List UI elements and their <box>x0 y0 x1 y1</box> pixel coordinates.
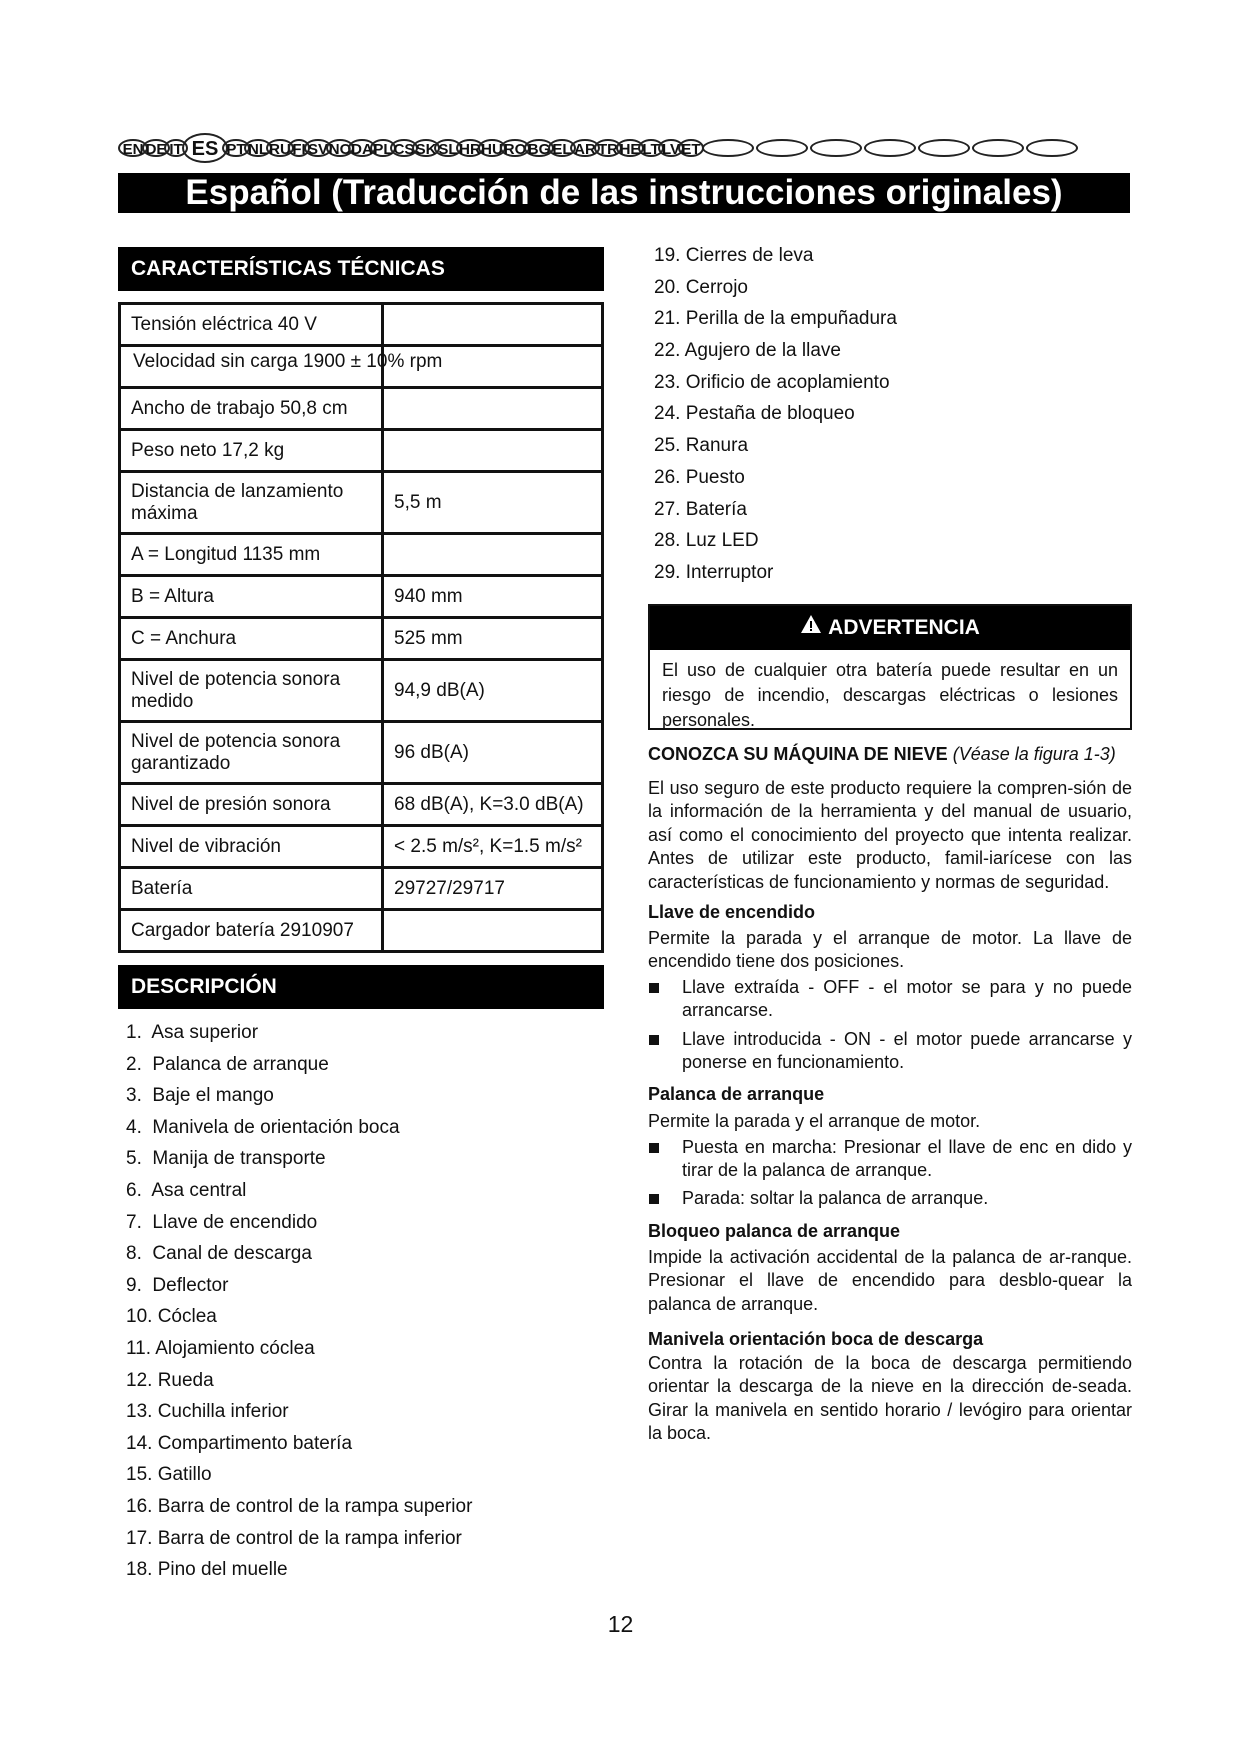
lever-bullets <box>648 1136 1132 1211</box>
spec-row <box>120 388 603 430</box>
language-tab-et: ET <box>678 139 704 157</box>
list-item: 13. Cuchilla inferior <box>126 1401 289 1423</box>
section-title-text: CONOZCA SU MÁQUINA DE NIEVE <box>648 744 948 764</box>
list-item: 27. Batería <box>654 498 747 520</box>
language-tab-nl: NL <box>244 139 272 157</box>
language-tab-es: ES <box>182 133 228 163</box>
list-item: 22. Agujero de la llave <box>654 340 841 362</box>
list-item: 5. Manija de transporte <box>126 1148 326 1170</box>
spec-row <box>120 430 603 472</box>
page-number: 12 <box>607 1611 634 1637</box>
spec-value <box>383 910 603 952</box>
description-list-continued <box>654 240 1124 589</box>
list-item: 26. Puesto <box>654 466 745 488</box>
spec-row <box>120 618 603 660</box>
warning-box <box>648 604 1132 730</box>
language-tab-fi: FI <box>288 139 310 157</box>
list-item: 21. Perilla de la empuñadura <box>654 308 897 330</box>
spec-row <box>120 722 603 784</box>
bullet-square-icon <box>649 1143 659 1153</box>
spec-label: Nivel de vibración <box>120 826 383 868</box>
key-text: Permite la parada y el arranque de motor. La llave de encendido tiene dos posiciones. <box>648 927 1132 971</box>
spec-label: Ancho de trabajo 50,8 cm <box>120 388 383 430</box>
spec-value: 68 dB(A), K=3.0 dB(A) <box>383 784 603 826</box>
language-tab-ro: RO <box>500 139 530 157</box>
lock-heading: Bloqueo palanca de arranque <box>648 1221 901 1241</box>
bullet-text: Puesta en marcha: Presionar el llave de enc en dido y tirar de la palanca de arranque. <box>682 1136 1132 1180</box>
lock-text: Impide la activación accidental de la palanca de ar-ranque. Presionar el llave de encendido para desblo-quear la palanca de arranque. <box>648 1246 1132 1314</box>
list-item: 9. Deflector <box>126 1274 229 1296</box>
language-tabs <box>118 133 1130 163</box>
list-item: 6. Asa central <box>126 1179 247 1201</box>
language-tab-he: HE <box>616 139 644 157</box>
list-item <box>648 1187 1132 1211</box>
spec-value <box>383 534 603 576</box>
language-tab-ar: AR <box>570 139 600 157</box>
list-item: 14. Compartimento batería <box>126 1432 353 1454</box>
spec-value: 96 dB(A) <box>383 722 603 784</box>
list-item: 25. Ranura <box>654 435 749 457</box>
spec-label: Nivel de presión sonora <box>120 784 383 826</box>
spec-row <box>120 660 603 722</box>
spec-row <box>120 826 603 868</box>
spec-label: Nivel de potencia sonora medido <box>120 660 383 722</box>
language-tab-it: IT <box>164 139 188 157</box>
page-title: Español (Traducción de las instrucciones originales) <box>118 173 1130 213</box>
spec-label: B = Altura <box>120 576 383 618</box>
list-item: 16. Barra de control de la rampa superior <box>126 1495 473 1517</box>
list-item <box>648 1028 1132 1075</box>
intro-paragraph: El uso seguro de este producto requiere la compren-sión de la información de la herramienta y del manual de usuario, así como el conocimiento del proyecto que intenta realizar. Antes de utilizar este producto, famil-iarícese con las características de funcionamiento y normas de seguridad. <box>648 777 1132 892</box>
spec-label: Distancia de lanzamiento máxima <box>120 472 383 534</box>
spec-value: 940 mm <box>383 576 603 618</box>
spec-value: 29727/29717 <box>383 868 603 910</box>
language-tab-hr: HR <box>456 139 484 157</box>
key-heading: Llave de encendido <box>648 902 816 922</box>
spec-label: C = Anchura <box>120 618 383 660</box>
spec-row <box>120 534 603 576</box>
warning-icon <box>800 606 822 650</box>
list-item: 2. Palanca de arranque <box>126 1053 329 1075</box>
spec-row <box>120 472 603 534</box>
list-item: 17. Barra de control de la rampa inferior <box>126 1527 462 1549</box>
spec-label: Tensión eléctrica 40 V <box>120 304 383 346</box>
spec-value <box>383 388 603 430</box>
spec-value <box>383 304 603 346</box>
spec-row <box>120 784 603 826</box>
list-item: 10. Cóclea <box>126 1306 217 1328</box>
list-item: 19. Cierres de leva <box>654 245 814 266</box>
language-tab-pl: PL <box>370 139 396 157</box>
spec-label: Batería <box>120 868 383 910</box>
language-tab-empty <box>702 139 754 157</box>
language-tab-empty <box>864 139 916 157</box>
language-tab-lt: LT <box>638 139 664 157</box>
figure-reference: (Véase la figura 1-3) <box>952 744 1116 764</box>
list-item: 18. Pino del muelle <box>126 1559 288 1581</box>
language-tab-sk: SK <box>412 139 440 157</box>
language-tab-sv: SV <box>304 139 332 157</box>
spec-value: < 2.5 m/s², K=1.5 m/s² <box>383 826 603 868</box>
spec-label: Cargador batería 2910907 <box>120 910 383 952</box>
list-item: 12. Rueda <box>126 1369 214 1391</box>
spec-value <box>383 430 603 472</box>
language-tab-empty <box>810 139 862 157</box>
language-tab-sl: SL <box>434 139 462 157</box>
description-header: DESCRIPCIÓN <box>118 965 604 1009</box>
key-bullets <box>648 976 1132 1075</box>
spec-row <box>120 576 603 618</box>
section-title <box>648 743 1132 767</box>
list-item: 23. Orificio de acoplamiento <box>654 371 890 393</box>
language-tab-empty <box>756 139 808 157</box>
language-tab-empty <box>1026 139 1078 157</box>
list-item: 3. Baje el mango <box>126 1085 274 1107</box>
list-item: 11. Alojamiento cóclea <box>126 1337 315 1359</box>
crank-heading: Manivela orientación boca de descarga <box>648 1329 984 1349</box>
language-tab-lv: LV <box>658 139 684 157</box>
list-item: 24. Pestaña de bloqueo <box>654 403 855 425</box>
spec-label: Peso neto 17,2 kg <box>120 430 383 472</box>
language-tab-bg: BG <box>524 139 554 157</box>
spec-row <box>120 868 603 910</box>
list-item: 1. Asa superior <box>126 1022 259 1043</box>
language-tab-ru: RU <box>266 139 294 157</box>
specs-table <box>118 302 604 953</box>
spec-label: A = Longitud 1135 mm <box>120 534 383 576</box>
crank-text: Contra la rotación de la boca de descarga permitiendo orientar la descarga de la nieve en la dirección de-seada. Girar la manivela en sentido horario / levógiro para orientar la boca. <box>648 1352 1132 1443</box>
warning-text: El uso de cualquier otra batería puede resultar en un riesgo de incendio, descargas eléctricas o lesiones personales. <box>662 660 1118 730</box>
language-tab-el: EL <box>548 139 576 157</box>
list-item: 29. Interruptor <box>654 561 774 583</box>
list-item <box>648 1136 1132 1183</box>
warning-title-bar <box>650 606 1130 650</box>
description-list <box>126 1017 596 1586</box>
bullet-text: Llave introducida - ON - el motor puede arrancarse y ponerse en funcionamiento. <box>682 1028 1132 1072</box>
list-item: 15. Gatillo <box>126 1464 212 1486</box>
bullet-text: Parada: soltar la palanca de arranque. <box>682 1187 989 1208</box>
language-tab-empty <box>972 139 1024 157</box>
language-tab-empty <box>918 139 970 157</box>
list-item: 7. Llave de encendido <box>126 1211 318 1233</box>
spec-label-overflow: Velocidad sin carga 1900 ± 10% rpm <box>133 351 443 372</box>
list-item: 4. Manivela de orientación boca <box>126 1116 400 1138</box>
list-item: 8. Canal de descarga <box>126 1243 312 1265</box>
list-item: 20. Cerrojo <box>654 276 748 298</box>
bullet-square-icon <box>649 1194 659 1204</box>
language-tab-da: DA <box>348 139 376 157</box>
list-item <box>648 976 1132 1023</box>
spec-value: 5,5 m <box>383 472 603 534</box>
bullet-square-icon <box>649 983 659 993</box>
spec-row <box>120 304 603 346</box>
spec-value: 525 mm <box>383 618 603 660</box>
warning-title: ADVERTENCIA <box>828 616 980 639</box>
specs-header: CARACTERÍSTICAS TÉCNICAS <box>118 247 604 291</box>
spec-value: 94,9 dB(A) <box>383 660 603 722</box>
language-tab-en: EN <box>118 139 148 157</box>
language-tab-tr: TR <box>594 139 622 157</box>
lever-text: Permite la parada y el arranque de motor. <box>648 1111 981 1131</box>
language-tab-no: NO <box>326 139 354 157</box>
lever-heading: Palanca de arranque <box>648 1083 825 1104</box>
bullet-square-icon <box>649 1035 659 1045</box>
spec-label: Nivel de potencia sonora garantizado <box>120 722 383 784</box>
bullet-text: Llave extraída - OFF - el motor se para y no puede arrancarse. <box>682 976 1132 1020</box>
language-tab-cs: CS <box>390 139 418 157</box>
language-tab-pt: PT <box>222 139 250 157</box>
list-item: 28. Luz LED <box>654 530 759 552</box>
language-tab-hu: HU <box>478 139 506 157</box>
spec-row <box>120 910 603 952</box>
know-your-machine <box>648 743 1132 1446</box>
language-tab-de: DE <box>142 139 170 157</box>
